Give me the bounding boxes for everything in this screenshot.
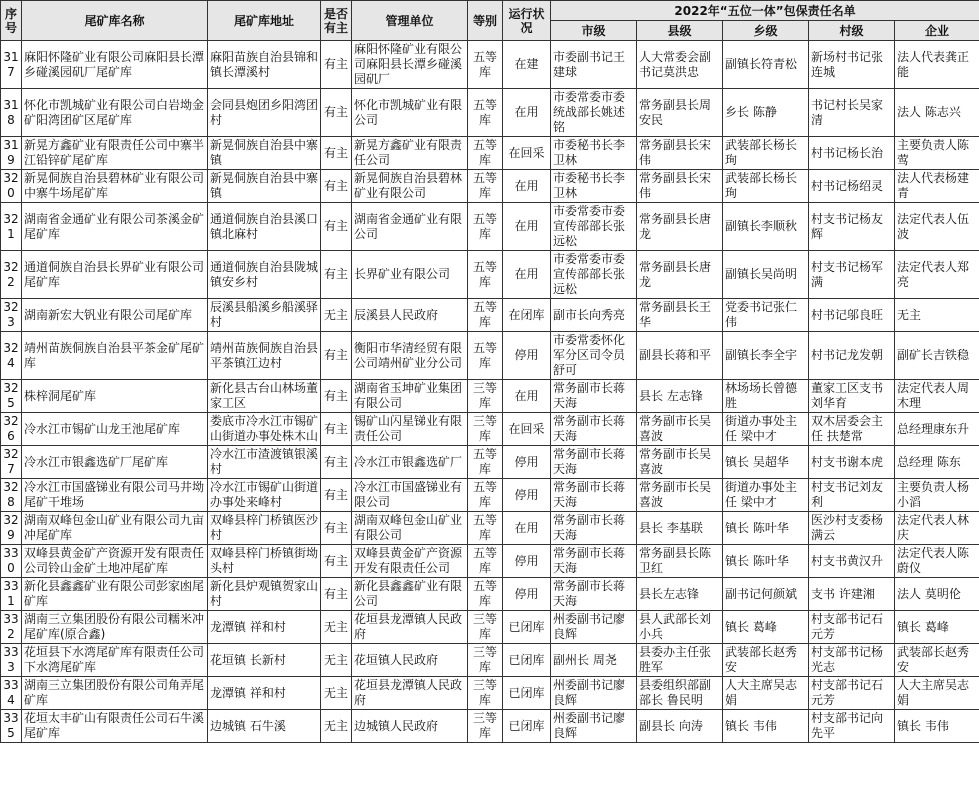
- cell-unit: 长界矿业有限公司: [352, 251, 468, 299]
- cell-town: 林场场长曾德胜: [723, 380, 809, 413]
- cell-county: 县人武部长刘小兵: [637, 611, 723, 644]
- table-row: [1, 545, 979, 578]
- cell-level: 五等库: [468, 203, 503, 251]
- table-row: [1, 170, 979, 203]
- cell-ent: 法定代表人伍波: [895, 203, 979, 251]
- cell-village: 村支部书记石元芳: [809, 677, 895, 710]
- cell-ent: 武装部长赵秀安: [895, 644, 979, 677]
- cell-ent: 无主: [895, 299, 979, 332]
- cell-ent: 主要负责人陈莺: [895, 137, 979, 170]
- cell-level: 三等库: [468, 611, 503, 644]
- cell-owner: 有主: [321, 512, 352, 545]
- cell-county: 常务副县长唐龙: [637, 251, 723, 299]
- cell-town: 镇长 陈叶华: [723, 545, 809, 578]
- cell-name: 湖南省金通矿业有限公司茶溪金矿尾矿库: [22, 203, 208, 251]
- cell-status: 停用: [503, 545, 551, 578]
- cell-seq: 326: [1, 413, 22, 446]
- table-row: [1, 677, 979, 710]
- cell-unit: 怀化市凯城矿业有限公司: [352, 89, 468, 137]
- cell-seq: 323: [1, 299, 22, 332]
- table-row: [1, 578, 979, 611]
- cell-status: 停用: [503, 578, 551, 611]
- cell-town: 武装部长赵秀安: [723, 644, 809, 677]
- cell-city: 常务副市长蒋天海: [551, 512, 637, 545]
- cell-ent: 法人代表龚正能: [895, 41, 979, 89]
- cell-city: 常务副市长蒋天海: [551, 380, 637, 413]
- cell-level: 五等库: [468, 137, 503, 170]
- cell-seq: 335: [1, 710, 22, 743]
- table-row: [1, 413, 979, 446]
- cell-town: 乡长 陈静: [723, 89, 809, 137]
- cell-city: 州委副书记廖良辉: [551, 710, 637, 743]
- header-enterprise: 企业: [895, 21, 979, 41]
- cell-level: 五等库: [468, 545, 503, 578]
- cell-city: 副市长向秀亮: [551, 299, 637, 332]
- cell-addr: 辰溪县船溪乡船溪驿村: [208, 299, 321, 332]
- cell-town: 副镇长符青松: [723, 41, 809, 89]
- cell-addr: 新化县炉观镇贺家山村: [208, 578, 321, 611]
- cell-name: 通道侗族自治县长界矿业有限公司尾矿库: [22, 251, 208, 299]
- cell-ent: 法人 莫明伦: [895, 578, 979, 611]
- cell-county: 常务副县长宋伟: [637, 170, 723, 203]
- cell-addr: 通道侗族自治县陇城镇安乡村: [208, 251, 321, 299]
- cell-seq: 334: [1, 677, 22, 710]
- cell-village: 村支书黄汉升: [809, 545, 895, 578]
- cell-ent: 主要负责人杨小滔: [895, 479, 979, 512]
- cell-level: 三等库: [468, 677, 503, 710]
- cell-village: 村支部书记杨光志: [809, 644, 895, 677]
- cell-city: 市委秘书长李卫林: [551, 137, 637, 170]
- cell-city: 市委副书记王建球: [551, 41, 637, 89]
- cell-city: 常务副市长蒋天海: [551, 413, 637, 446]
- cell-owner: 有主: [321, 545, 352, 578]
- cell-level: 三等库: [468, 413, 503, 446]
- cell-name: 靖州苗族侗族自治县平茶金矿尾矿库: [22, 332, 208, 380]
- table-row: [1, 89, 979, 137]
- cell-level: 五等库: [468, 251, 503, 299]
- cell-town: 武装部长杨长珣: [723, 137, 809, 170]
- cell-seq: 333: [1, 644, 22, 677]
- cell-seq: 329: [1, 512, 22, 545]
- cell-county: 县长 李基联: [637, 512, 723, 545]
- cell-village: 村书记杨长治: [809, 137, 895, 170]
- cell-status: 在用: [503, 170, 551, 203]
- cell-name: 花垣县下水湾尾矿库有限责任公司下水湾尾矿库: [22, 644, 208, 677]
- cell-unit: 衡阳市华清经贸有限公司靖州矿业分公司: [352, 332, 468, 380]
- cell-county: 常务副县长陈卫红: [637, 545, 723, 578]
- cell-addr: 龙潭镇 祥和村: [208, 677, 321, 710]
- cell-status: 在用: [503, 203, 551, 251]
- cell-status: 停用: [503, 446, 551, 479]
- cell-ent: 法人 陈志兴: [895, 89, 979, 137]
- cell-village: 村支部书记向先平: [809, 710, 895, 743]
- table-row: [1, 299, 979, 332]
- cell-status: 在回采: [503, 137, 551, 170]
- cell-county: 常务副市长吴喜波: [637, 479, 723, 512]
- cell-owner: 有主: [321, 89, 352, 137]
- cell-city: 州委副书记廖良辉: [551, 677, 637, 710]
- cell-seq: 324: [1, 332, 22, 380]
- cell-ent: 镇长 韦伟: [895, 710, 979, 743]
- cell-addr: 冷水江市渣渡镇银溪村: [208, 446, 321, 479]
- cell-unit: 锡矿山闪星锑业有限责任公司: [352, 413, 468, 446]
- cell-village: 支书 许建湘: [809, 578, 895, 611]
- cell-county: 县委组织部副部长 鲁民明: [637, 677, 723, 710]
- table-row: [1, 611, 979, 644]
- table-header: [1, 1, 979, 41]
- cell-ent: 法人代表杨建青: [895, 170, 979, 203]
- cell-status: 已闭库: [503, 677, 551, 710]
- header-owner: 是否有主: [321, 1, 352, 41]
- cell-village: 医沙村支委杨满云: [809, 512, 895, 545]
- cell-addr: 花垣镇 长新村: [208, 644, 321, 677]
- cell-addr: 冷水江市锡矿山街道办事处来峰村: [208, 479, 321, 512]
- cell-unit: 新晃侗族自治县碧林矿业有限公司: [352, 170, 468, 203]
- cell-village: 村支书谢本虎: [809, 446, 895, 479]
- cell-unit: 双峰县黄金矿产资源开发有限责任公司: [352, 545, 468, 578]
- cell-city: 市委常委市委统战部长姚述铭: [551, 89, 637, 137]
- cell-owner: 有主: [321, 446, 352, 479]
- cell-county: 常务副市长吴喜波: [637, 446, 723, 479]
- cell-owner: 无主: [321, 611, 352, 644]
- cell-owner: 有主: [321, 413, 352, 446]
- cell-owner: 有主: [321, 137, 352, 170]
- cell-owner: 有主: [321, 380, 352, 413]
- cell-unit: 新化县鑫鑫矿业有限公司: [352, 578, 468, 611]
- cell-unit: 新晃方鑫矿业有限责任公司: [352, 137, 468, 170]
- cell-owner: 无主: [321, 644, 352, 677]
- cell-village: 书记村长吴家清: [809, 89, 895, 137]
- cell-county: 常务副市长吴喜波: [637, 413, 723, 446]
- cell-owner: 有主: [321, 332, 352, 380]
- cell-owner: 有主: [321, 170, 352, 203]
- table-row: [1, 512, 979, 545]
- cell-status: 已闭库: [503, 611, 551, 644]
- cell-status: 在用: [503, 89, 551, 137]
- cell-name: 新化县鑫鑫矿业有限公司彭家凼尾矿库: [22, 578, 208, 611]
- cell-status: 在用: [503, 251, 551, 299]
- cell-ent: 镇长 葛峰: [895, 611, 979, 644]
- cell-name: 双峰县黄金矿产资源开发有限责任公司铃山金矿土地冲尾矿库: [22, 545, 208, 578]
- cell-addr: 娄底市冷水江市锡矿山街道办事处株木山: [208, 413, 321, 446]
- cell-unit: 麻阳怀隆矿业有限公司麻阳县长潭乡碰溪园矶厂: [352, 41, 468, 89]
- table-row: [1, 41, 979, 89]
- cell-addr: 新晃侗族自治县中寨镇: [208, 170, 321, 203]
- cell-addr: 新晃侗族自治县中寨镇: [208, 137, 321, 170]
- cell-name: 湖南三立集团股份有限公司角弄尾矿库: [22, 677, 208, 710]
- cell-seq: 332: [1, 611, 22, 644]
- cell-town: 街道办事处主任 梁中才: [723, 479, 809, 512]
- cell-county: 县委办主任张胜军: [637, 644, 723, 677]
- table-row: [1, 332, 979, 380]
- cell-seq: 330: [1, 545, 22, 578]
- cell-city: 市委常委市委宣传部部长张远松: [551, 203, 637, 251]
- table-row: [1, 251, 979, 299]
- cell-county: 常务副县长唐龙: [637, 203, 723, 251]
- cell-name: 湖南双峰包金山矿业有限公司九亩冲尾矿库: [22, 512, 208, 545]
- header-village: 村级: [809, 21, 895, 41]
- table-row: [1, 446, 979, 479]
- cell-village: 村支书记杨军满: [809, 251, 895, 299]
- cell-ent: 总经理康东升: [895, 413, 979, 446]
- cell-owner: 有主: [321, 41, 352, 89]
- cell-city: 常务副市长蒋天海: [551, 479, 637, 512]
- cell-name: 冷水江市银鑫选矿厂尾矿库: [22, 446, 208, 479]
- cell-county: 县长左志锋: [637, 578, 723, 611]
- cell-ent: 法定代表人陈蔚仪: [895, 545, 979, 578]
- cell-town: 副镇长吴尚明: [723, 251, 809, 299]
- cell-unit: 辰溪县人民政府: [352, 299, 468, 332]
- cell-status: 在闭库: [503, 299, 551, 332]
- cell-level: 五等库: [468, 332, 503, 380]
- cell-addr: 麻阳苗族自治县锦和镇长潭溪村: [208, 41, 321, 89]
- cell-city: 常务副市长蒋天海: [551, 578, 637, 611]
- cell-county: 常务副县长王华: [637, 299, 723, 332]
- cell-town: 人大主席吴志娟: [723, 677, 809, 710]
- cell-level: 三等库: [468, 710, 503, 743]
- table-row: [1, 203, 979, 251]
- cell-seq: 320: [1, 170, 22, 203]
- cell-unit: 冷水江市国盛锑业有限公司: [352, 479, 468, 512]
- cell-unit: 花垣镇人民政府: [352, 644, 468, 677]
- cell-status: 已闭库: [503, 644, 551, 677]
- cell-name: 湖南三立集团股份有限公司糯米冲尾矿库(原合鑫): [22, 611, 208, 644]
- cell-status: 停用: [503, 479, 551, 512]
- cell-town: 镇长 葛峰: [723, 611, 809, 644]
- header-seq: 序号: [1, 1, 22, 41]
- cell-county: 常务副县长周安民: [637, 89, 723, 137]
- cell-city: 市委秘书长李卫林: [551, 170, 637, 203]
- cell-town: 街道办事处主任 梁中才: [723, 413, 809, 446]
- cell-village: 村书记龙发朝: [809, 332, 895, 380]
- cell-addr: 会同县炮团乡阳湾团村: [208, 89, 321, 137]
- cell-status: 在建: [503, 41, 551, 89]
- cell-status: 在用: [503, 512, 551, 545]
- cell-village: 村支书记刘友利: [809, 479, 895, 512]
- cell-name: 冷水江市国盛锑业有限公司马井坳尾矿干堆场: [22, 479, 208, 512]
- cell-ent: 法定代表人郑亮: [895, 251, 979, 299]
- cell-unit: 湖南省金通矿业有限公司: [352, 203, 468, 251]
- cell-name: 怀化市凯城矿业有限公司白岩坳金矿阳湾团矿区尾矿库: [22, 89, 208, 137]
- cell-status: 停用: [503, 332, 551, 380]
- header-status: 运行状况: [503, 1, 551, 41]
- cell-name: 冷水江市锡矿山龙王池尾矿库: [22, 413, 208, 446]
- cell-seq: 327: [1, 446, 22, 479]
- cell-county: 县长 左志锋: [637, 380, 723, 413]
- header-county: 县级: [637, 21, 723, 41]
- cell-addr: 新化县古台山林场董家工区: [208, 380, 321, 413]
- cell-addr: 通道侗族自治县溪口镇北麻村: [208, 203, 321, 251]
- cell-city: 副州长 周尧: [551, 644, 637, 677]
- cell-village: 村支书记杨友辉: [809, 203, 895, 251]
- cell-status: 在回采: [503, 413, 551, 446]
- cell-village: 董家工区支书刘华育: [809, 380, 895, 413]
- header-city: 市级: [551, 21, 637, 41]
- header-responsibility-group: 2022年“五位一体”包保责任名单: [551, 1, 979, 21]
- cell-city: 州委副书记廖良辉: [551, 611, 637, 644]
- cell-level: 五等库: [468, 170, 503, 203]
- cell-town: 副镇长李全宇: [723, 332, 809, 380]
- cell-village: 村书记邬良旺: [809, 299, 895, 332]
- cell-seq: 325: [1, 380, 22, 413]
- cell-village: 村支部书记石元芳: [809, 611, 895, 644]
- table-body: [1, 41, 979, 743]
- cell-level: 五等库: [468, 446, 503, 479]
- cell-town: 镇长 吴超华: [723, 446, 809, 479]
- cell-seq: 321: [1, 203, 22, 251]
- cell-unit: 湖南双峰包金山矿业有限公司: [352, 512, 468, 545]
- cell-owner: 无主: [321, 299, 352, 332]
- cell-county: 副县长 向涛: [637, 710, 723, 743]
- cell-name: 株梓洞尾矿库: [22, 380, 208, 413]
- header-unit: 管理单位: [352, 1, 468, 41]
- cell-county: 常务副县长宋伟: [637, 137, 723, 170]
- cell-owner: 有主: [321, 578, 352, 611]
- cell-unit: 花垣县龙潭镇人民政府: [352, 677, 468, 710]
- header-level: 等别: [468, 1, 503, 41]
- table-row: [1, 137, 979, 170]
- table-row: [1, 380, 979, 413]
- cell-town: 副镇长李顺秋: [723, 203, 809, 251]
- cell-county: 人大常委会副书记莫洪忠: [637, 41, 723, 89]
- cell-ent: 法定代表人林庆: [895, 512, 979, 545]
- cell-seq: 318: [1, 89, 22, 137]
- cell-level: 五等库: [468, 299, 503, 332]
- header-address: 尾矿库地址: [208, 1, 321, 41]
- table-row: [1, 644, 979, 677]
- cell-level: 三等库: [468, 644, 503, 677]
- cell-name: 新晃侗族自治县碧林矿业有限公司中寨牛场尾矿库: [22, 170, 208, 203]
- cell-city: 常务副市长蒋天海: [551, 446, 637, 479]
- cell-ent: 副矿长吉铁稳: [895, 332, 979, 380]
- table-row: [1, 710, 979, 743]
- cell-addr: 靖州苗族侗族自治县平茶镇江边村: [208, 332, 321, 380]
- cell-unit: 湖南省玉坤矿业集团有限公司: [352, 380, 468, 413]
- cell-name: 花垣太丰矿山有限责任公司石牛溪尾矿库: [22, 710, 208, 743]
- cell-city: 市委常委市委宣传部部长张远松: [551, 251, 637, 299]
- cell-town: 镇长 陈叶华: [723, 512, 809, 545]
- cell-level: 五等库: [468, 479, 503, 512]
- table-row: [1, 479, 979, 512]
- cell-addr: 边城镇 石牛溪: [208, 710, 321, 743]
- cell-village: 村书记杨绍灵: [809, 170, 895, 203]
- cell-town: 镇长 韦伟: [723, 710, 809, 743]
- cell-owner: 有主: [321, 203, 352, 251]
- cell-addr: 双峰县梓门桥镇医沙村: [208, 512, 321, 545]
- cell-addr: 双峰县梓门桥镇街坳头村: [208, 545, 321, 578]
- cell-name: 新晃方鑫矿业有限责任公司中寨半江铅锌矿尾矿库: [22, 137, 208, 170]
- cell-seq: 317: [1, 41, 22, 89]
- cell-village: 双木居委会主任 扶楚常: [809, 413, 895, 446]
- cell-level: 五等库: [468, 89, 503, 137]
- cell-town: 副书记何颜斌: [723, 578, 809, 611]
- cell-town: 武装部长杨长珣: [723, 170, 809, 203]
- cell-name: 麻阳怀隆矿业有限公司麻阳县长潭乡碰溪园矶厂尾矿库: [22, 41, 208, 89]
- cell-level: 五等库: [468, 578, 503, 611]
- cell-county: 副县长蒋和平: [637, 332, 723, 380]
- cell-unit: 边城镇人民政府: [352, 710, 468, 743]
- cell-city: 常务副市长蒋天海: [551, 545, 637, 578]
- cell-town: 党委书记张仁伟: [723, 299, 809, 332]
- cell-level: 五等库: [468, 41, 503, 89]
- cell-owner: 无主: [321, 677, 352, 710]
- cell-ent: 法定代表人周木理: [895, 380, 979, 413]
- cell-seq: 328: [1, 479, 22, 512]
- cell-status: 已闭库: [503, 710, 551, 743]
- cell-ent: 总经理 陈东: [895, 446, 979, 479]
- header-name: 尾矿库名称: [22, 1, 208, 41]
- cell-level: 三等库: [468, 380, 503, 413]
- cell-owner: 有主: [321, 479, 352, 512]
- cell-seq: 322: [1, 251, 22, 299]
- cell-owner: 无主: [321, 710, 352, 743]
- cell-name: 湖南新宏大钒业有限公司尾矿库: [22, 299, 208, 332]
- cell-ent: 人大主席吴志娟: [895, 677, 979, 710]
- cell-unit: 花垣县龙潭镇人民政府: [352, 611, 468, 644]
- cell-owner: 有主: [321, 251, 352, 299]
- cell-city: 市委常委怀化军分区司令员 舒可: [551, 332, 637, 380]
- cell-level: 五等库: [468, 512, 503, 545]
- header-town: 乡级: [723, 21, 809, 41]
- cell-seq: 331: [1, 578, 22, 611]
- cell-unit: 冷水江市银鑫选矿厂: [352, 446, 468, 479]
- cell-village: 新场村书记张连城: [809, 41, 895, 89]
- cell-addr: 龙潭镇 祥和村: [208, 611, 321, 644]
- cell-seq: 319: [1, 137, 22, 170]
- cell-status: 在用: [503, 380, 551, 413]
